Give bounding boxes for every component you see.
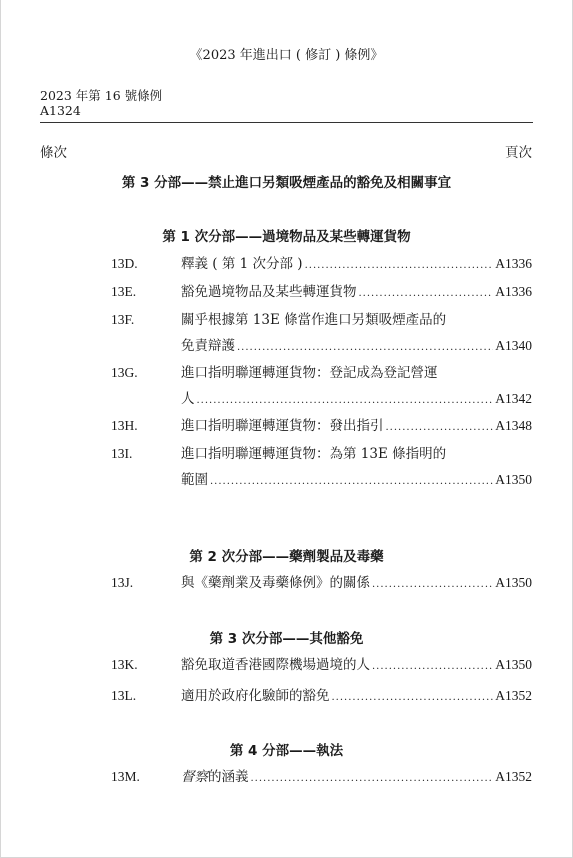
- page-number: A1350: [495, 657, 532, 672]
- section-title-line-2: 免責辯護: [181, 338, 235, 354]
- toc-entry-line: [181, 683, 532, 711]
- page-code: A1324: [40, 103, 81, 118]
- toc-entry-line: [181, 279, 532, 307]
- section-title-rest: 的涵義: [208, 769, 249, 785]
- section-number: 13F.: [111, 312, 135, 327]
- toc-entry-line: [181, 570, 532, 598]
- subdivision-heading: 第 1 次分部——過境物品及某些轉運貨物: [162, 229, 411, 245]
- page-number: A1348: [495, 418, 532, 433]
- column-header-page: 頁次: [505, 145, 532, 161]
- section-number: 13H.: [111, 418, 138, 433]
- section-title: 適用於政府化驗師的豁免: [181, 688, 330, 704]
- section-number: 13K.: [111, 657, 138, 672]
- page-number: A1340: [495, 338, 532, 353]
- section-number: 13J.: [111, 575, 134, 590]
- toc-entry[interactable]: [0, 251, 573, 277]
- toc-entry[interactable]: [0, 764, 573, 790]
- page-number: A1350: [495, 472, 532, 487]
- toc-entry[interactable]: [0, 570, 573, 596]
- section-title: 進口指明聯運轉運貨物：發出指引: [181, 418, 384, 434]
- section-number: 13D.: [111, 256, 138, 271]
- page-number: A1352: [495, 688, 532, 703]
- toc-entry[interactable]: [0, 413, 573, 439]
- leader-dots: [359, 281, 494, 307]
- section-title-line-2: 範圍: [181, 472, 208, 488]
- toc-entry-line: [181, 652, 532, 680]
- section-number: 13M.: [111, 769, 140, 784]
- leader-dots: [251, 766, 494, 792]
- part-heading: 第 3 分部——禁止進口另類吸煙產品的豁免及相關事宜: [121, 175, 452, 191]
- section-number: 13I.: [111, 446, 133, 461]
- leader-dots: [372, 572, 493, 598]
- section-number: 13E.: [111, 284, 137, 299]
- toc-entry[interactable]: [0, 683, 573, 709]
- bill-number: 2023 年第 16 號條例: [40, 88, 163, 103]
- page-number: A1336: [495, 256, 532, 271]
- leader-dots: [386, 415, 494, 441]
- page-number: A1350: [495, 575, 532, 590]
- section-title: 豁免過境物品及某些轉運貨物: [181, 284, 357, 300]
- page-number: A1352: [495, 769, 532, 784]
- leader-dots: [237, 335, 493, 361]
- header-rule: [40, 122, 533, 123]
- page-number: A1342: [495, 391, 532, 406]
- section-title-line-1: 進口指明聯運轉運貨物：為第 13E 條指明的: [181, 446, 447, 462]
- section-title-line-1: 進口指明聯運轉運貨物：登記成為登記營運: [181, 365, 438, 381]
- leader-dots: [210, 469, 493, 495]
- section-title: 釋義 ( 第 1 次分部 ): [181, 256, 303, 272]
- subdivision-heading: 第 2 次分部——藥劑製品及毒藥: [189, 549, 384, 565]
- toc-entry[interactable]: [0, 441, 573, 493]
- toc-entry[interactable]: [0, 652, 573, 678]
- section-title: 豁免取道香港國際機場過境的人: [181, 657, 370, 673]
- section-title-line-2: 人: [181, 391, 195, 407]
- leader-dots: [332, 685, 494, 711]
- section-title: 與《藥劑業及毒藥條例》的關係: [181, 575, 370, 591]
- italic-term: 督察: [181, 769, 208, 785]
- toc-entry-line: [181, 251, 532, 279]
- section-number: 13L.: [111, 688, 137, 703]
- toc-entry-line: [181, 764, 532, 792]
- leader-dots: [197, 388, 494, 414]
- leader-dots: [305, 253, 494, 279]
- section-title-line-1: 關乎根據第 13E 條當作進口另類吸煙產品的: [181, 312, 447, 328]
- division-heading: 第 4 分部——執法: [229, 743, 344, 759]
- page-number: A1336: [495, 284, 532, 299]
- toc-entry[interactable]: [0, 360, 573, 412]
- running-title: 《2023 年進出口 ( 修訂 ) 條例》: [189, 48, 384, 63]
- section-number: 13G.: [111, 365, 138, 380]
- toc-entry-line: [181, 333, 532, 361]
- subdivision-heading: 第 3 次分部——其他豁免: [209, 631, 364, 647]
- toc-entry[interactable]: [0, 279, 573, 305]
- section-title: [181, 764, 249, 790]
- toc-entry-line: [181, 386, 532, 414]
- toc-entry[interactable]: [0, 307, 573, 359]
- toc-entry-line: [181, 413, 532, 441]
- column-header-section: 條次: [40, 145, 67, 161]
- toc-entry-line: [181, 467, 532, 495]
- leader-dots: [372, 654, 493, 680]
